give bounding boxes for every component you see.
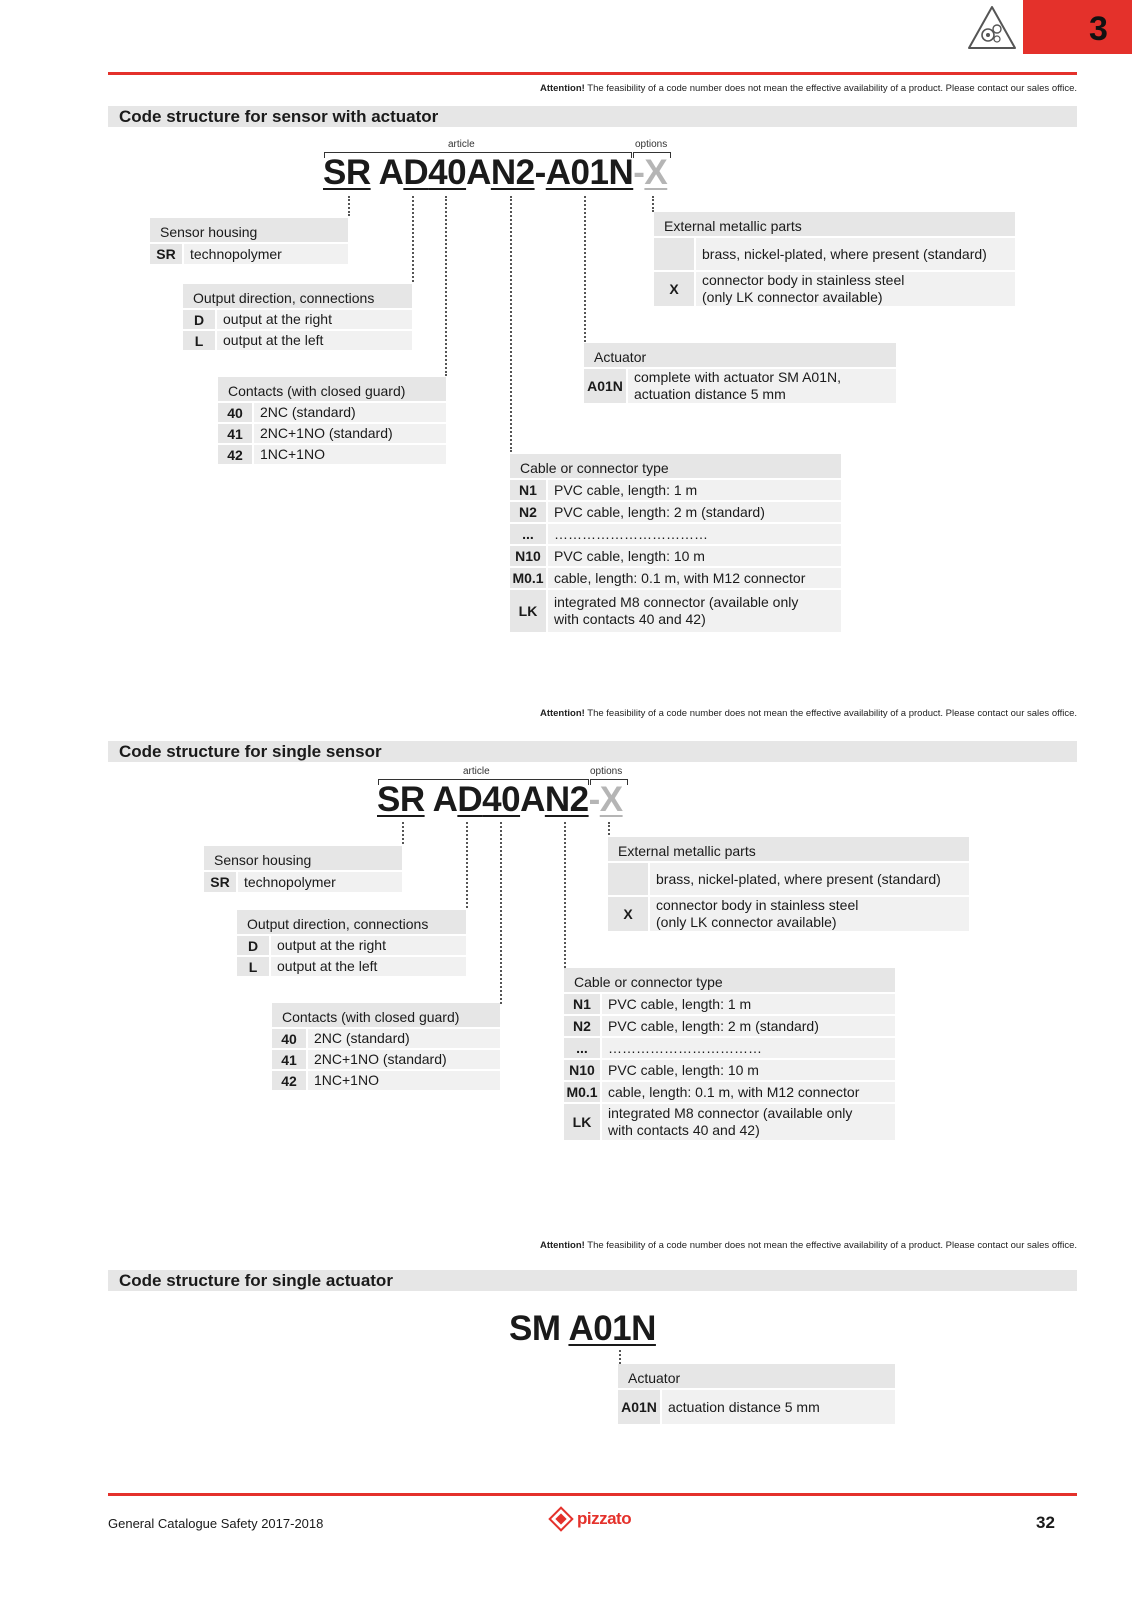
table-row: N10 PVC cable, length: 10 m bbox=[564, 1060, 895, 1080]
table-row: X connector body in stainless steel (only LK connector available) bbox=[608, 897, 969, 931]
table-row: SR technopolymer bbox=[150, 244, 348, 264]
external-parts-table bbox=[654, 212, 1015, 308]
table-row: A01N complete with actuator SM A01N, actuation distance 5 mm bbox=[584, 369, 896, 403]
connector-line bbox=[348, 196, 350, 216]
table-header: Cable or connector type bbox=[564, 968, 895, 992]
actuator-table bbox=[584, 343, 896, 405]
table-header: External metallic parts bbox=[608, 837, 969, 861]
table-header: External metallic parts bbox=[654, 212, 1015, 236]
section-title: Code structure for sensor with actuator bbox=[108, 106, 1077, 127]
table-header: Actuator bbox=[584, 343, 896, 367]
attention-note: Attention! The feasibility of a code number does not mean the effective availability of a product. Please contact our sales office. bbox=[539, 708, 1077, 719]
article-label: article bbox=[463, 766, 490, 777]
table-row: SR technopolymer bbox=[204, 872, 402, 892]
chapter-tab bbox=[1023, 0, 1132, 54]
connector-line bbox=[619, 1350, 621, 1364]
table-row: M0.1 cable, length: 0.1 m, with M12 connector bbox=[510, 568, 841, 588]
connector-line bbox=[564, 822, 566, 968]
contacts-table bbox=[218, 377, 446, 466]
connector-line bbox=[402, 822, 404, 844]
table-row: L output at the left bbox=[183, 331, 412, 350]
table-row: ... …………………………… bbox=[564, 1038, 895, 1058]
table-row: LK integrated M8 connector (available only with contacts 40 and 42) bbox=[510, 590, 841, 632]
connector-line bbox=[652, 196, 654, 212]
options-label: options bbox=[590, 766, 623, 777]
table-row: 40 2NC (standard) bbox=[218, 403, 446, 422]
output-direction-table bbox=[183, 284, 412, 352]
table-row: N1 PVC cable, length: 1 m bbox=[510, 480, 841, 500]
article-label: article bbox=[448, 139, 475, 150]
connector-line bbox=[412, 196, 414, 282]
table-row: ... …………………………… bbox=[510, 524, 841, 544]
table-header: Contacts (with closed guard) bbox=[218, 377, 446, 401]
sensor-housing-table bbox=[150, 218, 348, 266]
table-header: Cable or connector type bbox=[510, 454, 841, 478]
table-row: brass, nickel-plated, where present (standard) bbox=[654, 238, 1015, 270]
chapter-number: 3 bbox=[1089, 10, 1108, 48]
contacts-table bbox=[272, 1003, 500, 1092]
code-sensor-actuator: SR AD40AN2-A01N-X bbox=[323, 153, 668, 192]
footer-divider bbox=[108, 1493, 1077, 1496]
code-single-sensor: SR AD40AN2-X bbox=[377, 780, 623, 819]
table-row: 42 1NC+1NO bbox=[272, 1071, 500, 1090]
table-row: LK integrated M8 connector (available only with contacts 40 and 42) bbox=[564, 1104, 895, 1140]
table-row: N1 PVC cable, length: 1 m bbox=[564, 994, 895, 1014]
table-header: Output direction, connections bbox=[183, 284, 412, 308]
table-header: Output direction, connections bbox=[237, 910, 466, 934]
table-row: 41 2NC+1NO (standard) bbox=[218, 424, 446, 443]
table-row: 41 2NC+1NO (standard) bbox=[272, 1050, 500, 1069]
table-header: Sensor housing bbox=[204, 846, 402, 870]
options-label: options bbox=[635, 139, 668, 150]
table-row: brass, nickel-plated, where present (standard) bbox=[608, 863, 969, 895]
cable-connector-table bbox=[564, 968, 895, 1142]
table-row: N10 PVC cable, length: 10 m bbox=[510, 546, 841, 566]
actuator-table bbox=[618, 1364, 895, 1426]
table-row: L output at the left bbox=[237, 957, 466, 976]
page-number: 32 bbox=[1036, 1513, 1055, 1532]
table-header: Actuator bbox=[618, 1364, 895, 1388]
connector-line bbox=[466, 822, 468, 908]
catalogue-title: General Catalogue Safety 2017-2018 bbox=[108, 1516, 324, 1531]
sensor-housing-table bbox=[204, 846, 402, 894]
code-single-actuator: SM A01N bbox=[509, 1309, 656, 1348]
safety-gear-warning-icon bbox=[966, 4, 1018, 52]
cable-connector-table bbox=[510, 454, 841, 634]
header-divider bbox=[108, 72, 1077, 75]
connector-line bbox=[445, 196, 447, 376]
table-row: N2 PVC cable, length: 2 m (standard) bbox=[510, 502, 841, 522]
output-direction-table bbox=[237, 910, 466, 978]
table-header: Sensor housing bbox=[150, 218, 348, 242]
table-row: N2 PVC cable, length: 2 m (standard) bbox=[564, 1016, 895, 1036]
attention-note: Attention! The feasibility of a code number does not mean the effective availability of a product. Please contact our sales office. bbox=[539, 83, 1077, 94]
table-row: A01N actuation distance 5 mm bbox=[618, 1390, 895, 1424]
pizzato-logo-icon bbox=[548, 1506, 573, 1531]
table-row: D output at the right bbox=[237, 936, 466, 955]
section-title: Code structure for single sensor bbox=[108, 741, 1077, 762]
table-row: 40 2NC (standard) bbox=[272, 1029, 500, 1048]
table-row: M0.1 cable, length: 0.1 m, with M12 connector bbox=[564, 1082, 895, 1102]
external-parts-table bbox=[608, 837, 969, 933]
table-row: X connector body in stainless steel (only LK connector available) bbox=[654, 272, 1015, 306]
attention-note: Attention! The feasibility of a code number does not mean the effective availability of a product. Please contact our sales office. bbox=[539, 1240, 1077, 1251]
table-header: Contacts (with closed guard) bbox=[272, 1003, 500, 1027]
brand-logo: pizzato bbox=[552, 1509, 631, 1529]
connector-line bbox=[510, 196, 512, 452]
section-title: Code structure for single actuator bbox=[108, 1270, 1077, 1291]
connector-line bbox=[584, 196, 586, 342]
table-row: D output at the right bbox=[183, 310, 412, 329]
table-row: 42 1NC+1NO bbox=[218, 445, 446, 464]
connector-line bbox=[500, 822, 502, 1004]
